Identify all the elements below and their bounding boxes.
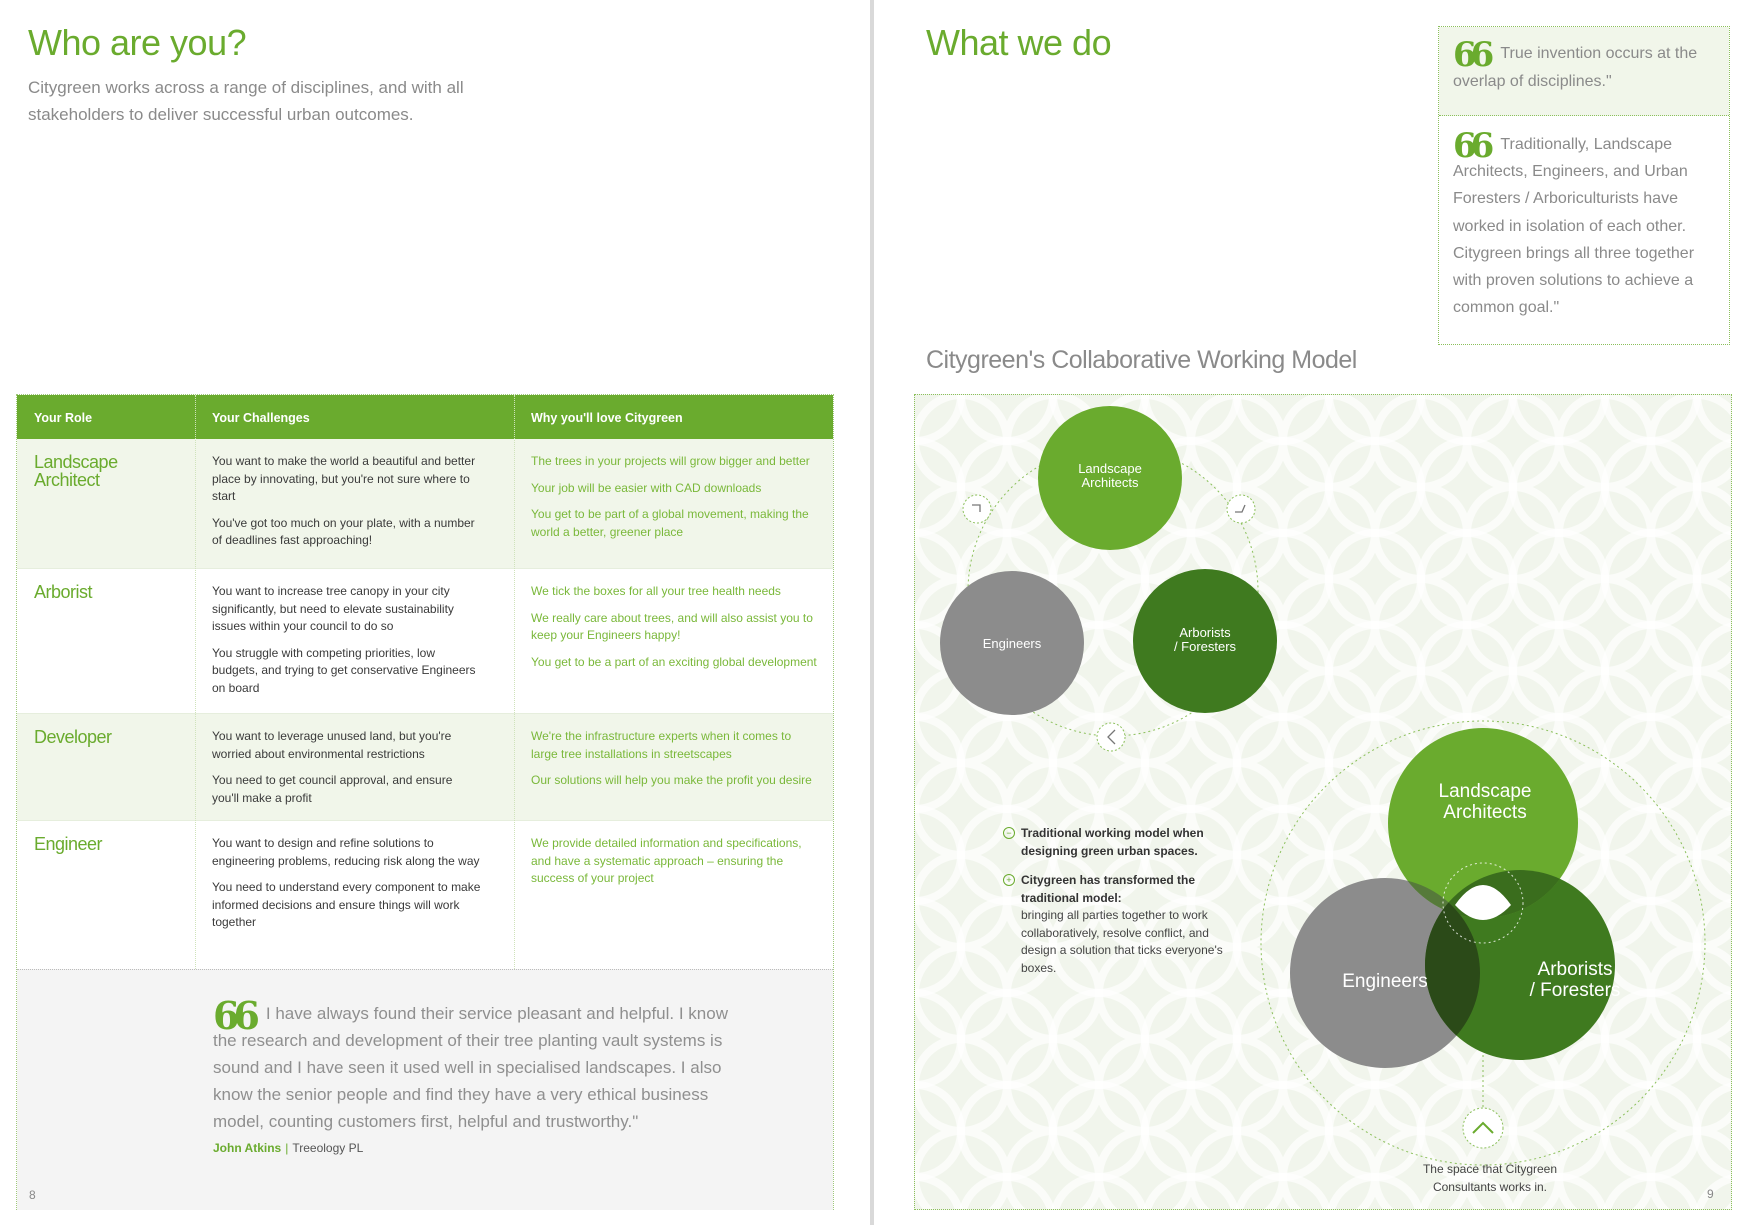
minus-icon: −: [1003, 827, 1015, 839]
challenge-text: You need to understand every component to make informed decisions and ensure things will work together: [212, 880, 481, 929]
love-text: We really care about trees, and will also assist you to keep your Engineers happy!: [531, 610, 813, 642]
table-row: [17, 821, 833, 969]
challenges-cell: [212, 583, 482, 706]
love-text: We provide detailed information and specifications, and have a systematic approach – ensuring the success of your project: [531, 836, 802, 885]
role-name: Landscape Architect: [34, 452, 118, 490]
role-name: Engineer: [34, 834, 103, 854]
testimonial-text: [213, 993, 753, 1135]
challenges-cell: [212, 835, 482, 941]
table-row: [17, 439, 833, 569]
love-cell: [531, 728, 821, 799]
page-right: [874, 0, 1739, 1225]
challenge-text: You want to design and refine solutions to engineering problems, reducing risk along the way: [212, 836, 480, 868]
pull-quote-text: Traditionally, Landscape Architects, Engineers, and Urban Foresters / Arboriculturists have worked in isolation of each other. Citygreen brings all three together with proven solutions to achieve a common goal.": [1453, 136, 1695, 317]
love-cell: [531, 583, 821, 680]
la-label: Landscape: [1078, 461, 1142, 476]
arb-label-collab: / Foresters: [1529, 980, 1621, 1001]
challenge-text: You struggle with competing priorities, low budgets, and trying to get conservative Engineers on board: [212, 645, 476, 695]
quote-mark-icon: 66: [1453, 35, 1489, 75]
pull-quote: [1439, 119, 1729, 333]
table-row: [17, 714, 833, 821]
love-text: The trees in your projects will grow bigger and better: [531, 454, 810, 468]
love-text: You get to be part of a global movement, making the world a better, greener place: [531, 507, 809, 539]
eng-label: Engineers: [982, 636, 1042, 651]
testimonial-author: [213, 1141, 363, 1155]
model-svg: [915, 395, 1732, 1210]
table-header: [17, 395, 833, 439]
legend-heading: Traditional working model when designing green urban spaces.: [1021, 826, 1204, 858]
arb-label: Arborists: [1179, 625, 1231, 640]
eng-label-collab: Engineers: [1342, 971, 1428, 992]
la-label-collab: Architects: [1443, 802, 1527, 823]
column-divider: [514, 395, 515, 969]
love-text: We're the infrastructure experts when it comes to large tree installations in streetscapes: [531, 729, 792, 761]
testimonial: [17, 969, 833, 1210]
pull-quotes: [1438, 26, 1730, 345]
author-company: Treeology PL: [292, 1141, 364, 1155]
author-separator: |: [285, 1141, 289, 1155]
testimonial-body: I have always found their service pleasant and helpful. I know the research and development of their tree planting vault systems is sound and I have seen it used well in specialised landscapes. I also know the senior people and find they have a very ethical business model, counting customers first, helpful and trustworthy.": [213, 1004, 728, 1131]
legend-item: [1003, 872, 1243, 977]
collaborative-model-diagram: [914, 394, 1732, 1210]
header-challenges: Your Challenges: [212, 411, 310, 425]
author-name: John Atkins: [213, 1141, 282, 1155]
la-label-collab: Landscape: [1438, 781, 1532, 802]
page-title: What we do: [926, 22, 1112, 63]
arrow-icon: [1227, 495, 1255, 523]
challenges-cell: [212, 728, 482, 816]
pull-quote-text: True invention occurs at the overlap of disciplines.": [1453, 45, 1698, 90]
intro-text: Citygreen works across a range of disciplines, and with all stakeholders to deliver successful urban outcomes.: [28, 78, 464, 124]
love-text: Your job will be easier with CAD downloads: [531, 480, 762, 495]
background-pattern: [915, 395, 1732, 1210]
quote-mark-icon: 66: [213, 993, 254, 1038]
challenge-text: You want to leverage unused land, but you're worried about environmental restrictions: [212, 729, 452, 761]
page-number: 9: [1707, 1187, 1714, 1201]
love-cell: [531, 453, 821, 550]
table-row: [17, 569, 833, 714]
header-role: Your Role: [34, 411, 93, 425]
role-name: Arborist: [34, 582, 93, 602]
arb-label-collab: Arborists: [1537, 959, 1613, 980]
page-title: Who are you?: [28, 22, 247, 63]
love-text: You get to be a part of an exciting global development: [531, 654, 817, 669]
love-text: Our solutions will help you make the profit you desire: [531, 773, 812, 787]
arrow-icon: [1097, 723, 1125, 751]
legend-heading: Citygreen has transformed the traditional model:: [1021, 873, 1196, 905]
challenge-text: You've got too much on your plate, with a number of deadlines fast approaching!: [212, 515, 475, 547]
arrow-icon: [963, 495, 991, 523]
love-text: We tick the boxes for all your tree health needs: [531, 584, 781, 598]
quote-mark-icon: 66: [1453, 126, 1489, 166]
love-cell: [531, 835, 821, 897]
diagram-caption: The space that Citygreen Consultants works in.: [1422, 1162, 1558, 1194]
pull-quote: [1439, 27, 1729, 116]
roles-table: [16, 394, 834, 1210]
challenge-text: You want to increase tree canopy in your city significantly, but need to elevate sustainability issues within your council to do so: [212, 584, 454, 633]
role-name: Developer: [34, 727, 112, 747]
la-label: Architects: [1081, 475, 1139, 490]
challenges-cell: [212, 453, 482, 559]
challenge-text: You want to make the world a beautiful and better place by innovating, but you're not sure where to start: [212, 454, 476, 503]
header-love: Why you'll love Citygreen: [531, 411, 683, 425]
chevron-up-icon: [1463, 1108, 1503, 1148]
plus-icon: +: [1003, 874, 1015, 886]
legend-item: [1003, 825, 1243, 860]
page-number: 8: [29, 1188, 36, 1202]
challenge-text: You need to get council approval, and ensure you'll make a profit: [212, 773, 453, 805]
diagram-legend: [1003, 825, 1243, 989]
column-divider: [195, 395, 196, 969]
model-title: Citygreen's Collaborative Working Model: [926, 346, 1357, 374]
arb-label: / Foresters: [1173, 639, 1237, 654]
legend-text: bringing all parties together to work collaboratively, resolve conflict, and design a solution that ticks everyone's boxes.: [1021, 908, 1223, 975]
